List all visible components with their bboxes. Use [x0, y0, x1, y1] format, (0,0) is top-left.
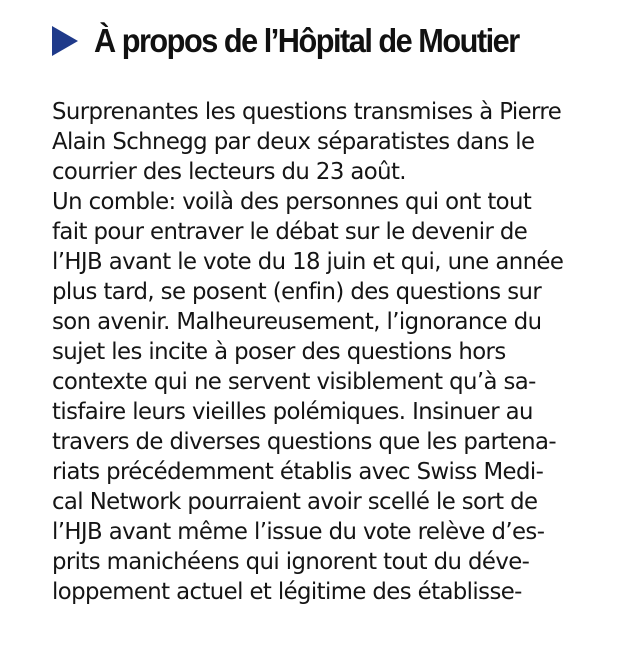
- body-line: Surprenantes les questions transmises à Pierre: [52, 99, 562, 125]
- body-line: sujet les incite à poser des questions hors: [52, 339, 506, 365]
- body-line: plus tard, se posent (enfin) des questions sur: [52, 279, 542, 305]
- article-headline: [52, 22, 551, 60]
- body-line: travers de diverses questions que les partena-: [52, 429, 557, 455]
- body-line: contexte qui ne servent visiblement qu’à sa-: [52, 369, 536, 395]
- triangle-right-icon: [52, 26, 78, 56]
- body-line: l’HJB avant même l’issue du vote relève d’es-: [52, 519, 545, 545]
- body-line: loppement actuel et légitime des établisse-: [52, 579, 522, 605]
- article-body: [52, 97, 632, 607]
- body-line: cal Network pourraient avoir scellé le sort de: [52, 489, 538, 515]
- body-line: Un comble: voilà des personnes qui ont tout: [52, 189, 532, 215]
- headline-title: À propos de l’Hôpital de Moutier: [94, 22, 519, 59]
- body-line: l’HJB avant le vote du 18 juin et qui, une année: [52, 249, 564, 275]
- body-line: fait pour entraver le débat sur le devenir de: [52, 219, 528, 245]
- body-line: courrier des lecteurs du 23 août.: [52, 159, 406, 185]
- body-line: tisfaire leurs vieilles polémiques. Insinuer au: [52, 399, 533, 425]
- body-line: riats précédemment établis avec Swiss Medi-: [52, 459, 544, 485]
- body-line: son avenir. Malheureusement, l’ignorance du: [52, 309, 542, 335]
- body-line: prits manichéens qui ignorent tout du déve-: [52, 549, 530, 575]
- body-line: Alain Schnegg par deux séparatistes dans le: [52, 129, 535, 155]
